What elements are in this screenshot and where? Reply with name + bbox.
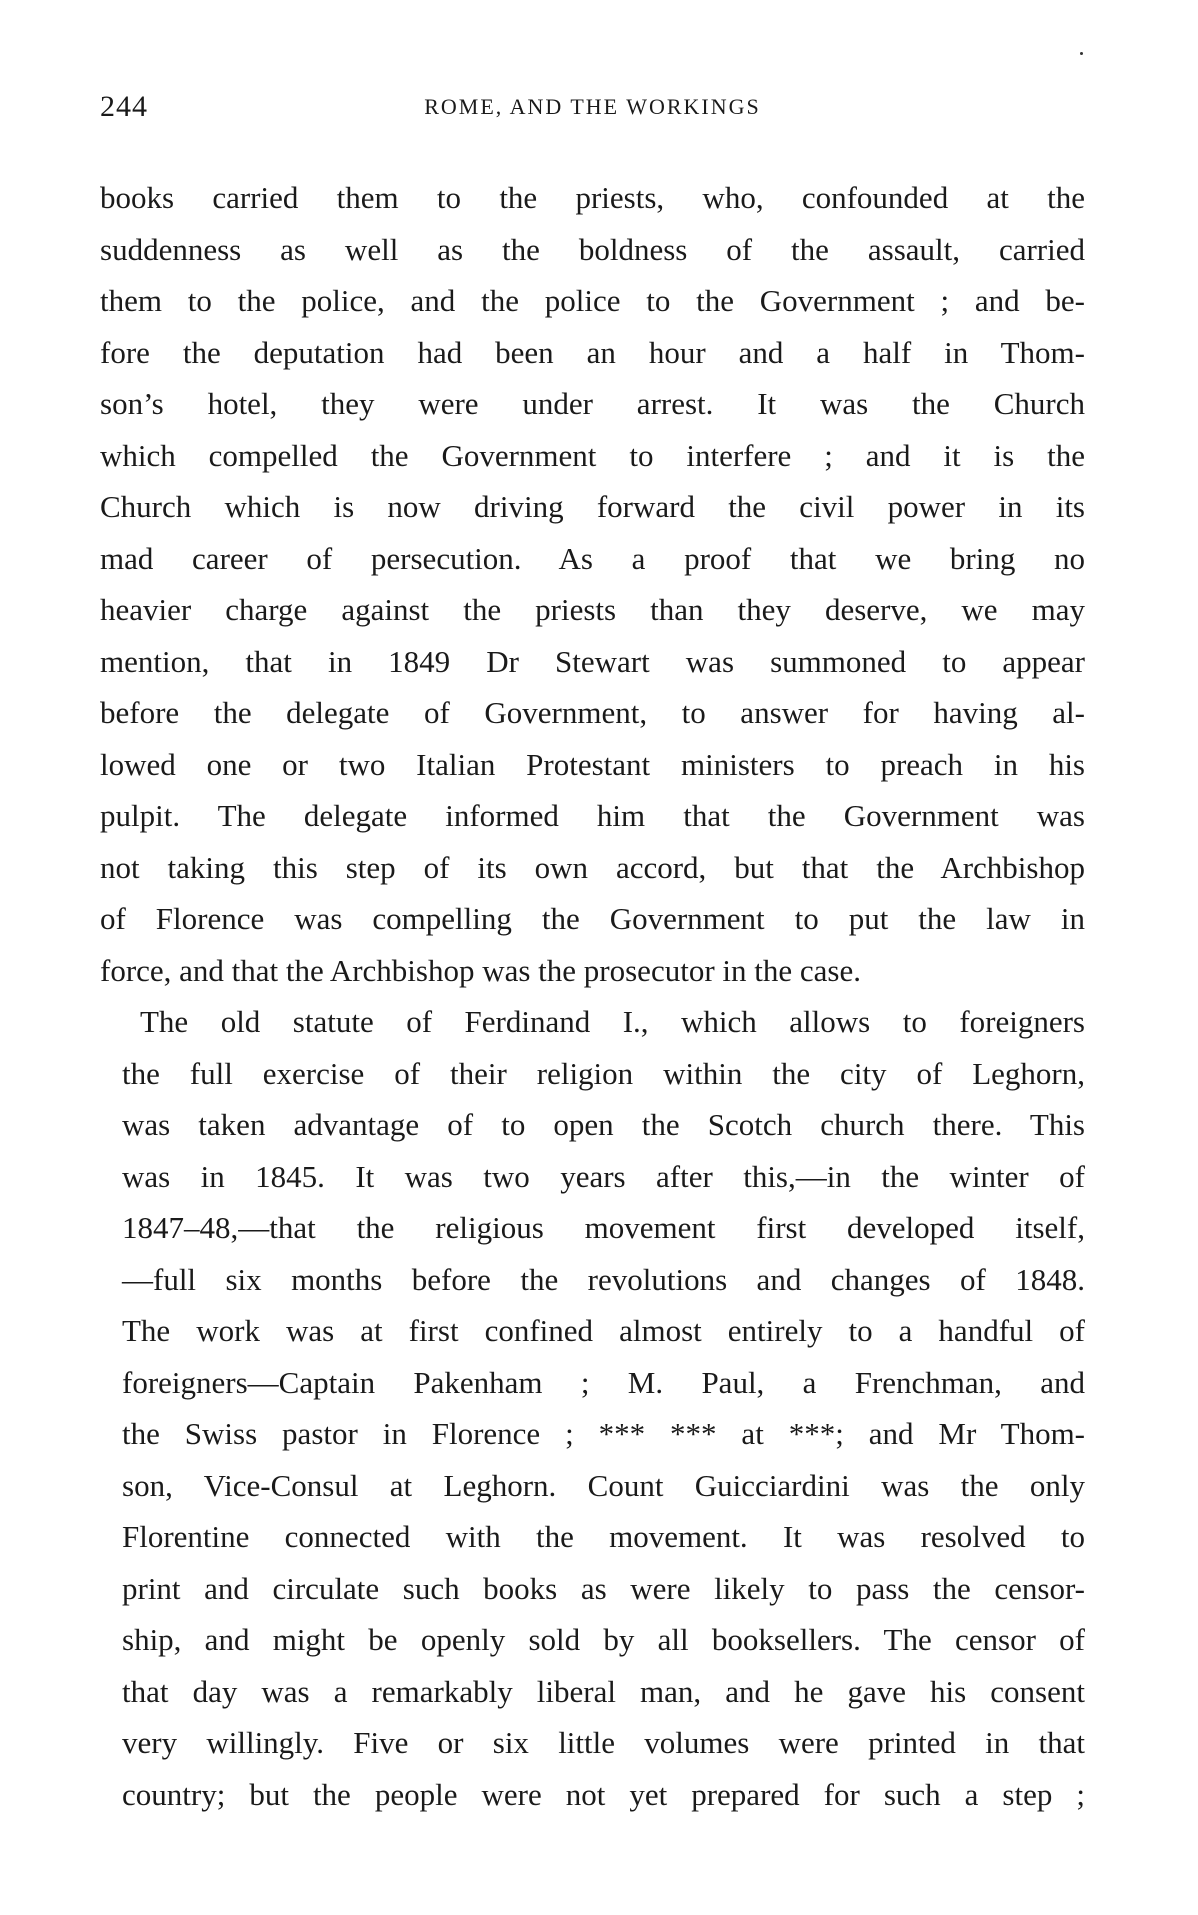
text-line: before the delegate of Government, to answer for having al- xyxy=(100,695,1085,730)
paragraph-start-line: The old statute of Ferdinand I., which allows to foreigners xyxy=(140,1004,1085,1039)
text-line: mad career of persecution. As a proof that we bring no xyxy=(100,540,1085,576)
text-line: lowed one or two Italian Protestant ministers to preach in his xyxy=(100,746,1085,782)
text-line: —full six months before the revolutions and changes of 1848. xyxy=(122,1261,1085,1297)
text-line: the full exercise of their religion within the city of Leghorn, xyxy=(122,1055,1085,1091)
text-line: that day was a remarkably liberal man, and he gave his consent xyxy=(122,1673,1085,1709)
text-line: suddenness as well as the boldness of the assault, carried xyxy=(100,231,1085,267)
text-line: very willingly. Five or six little volumes were printed in that xyxy=(122,1725,1085,1760)
print-speck xyxy=(1080,52,1083,55)
running-title: ROME, AND THE WORKINGS xyxy=(424,94,761,119)
text-line: of Florence was compelling the Government to put the law in xyxy=(100,901,1085,936)
text-line: The work was at first confined almost entirely to a handful of xyxy=(122,1313,1085,1348)
text-line: fore the deputation had been an hour and a half in Thom- xyxy=(100,334,1085,370)
text-line: Church which is now driving forward the civil power in its xyxy=(100,489,1085,524)
text-line: mention, that in 1849 Dr Stewart was summoned to appear xyxy=(100,643,1085,679)
page-number: 244 xyxy=(100,90,148,123)
text-line: foreigners—Captain Pakenham ; M. Paul, a Frenchman, and xyxy=(122,1364,1085,1400)
text-line: was in 1845. It was two years after this,—in the winter of xyxy=(122,1158,1085,1194)
text-line: Florentine connected with the movement. It was resolved to xyxy=(122,1519,1085,1554)
text-line: was taken advantage of to open the Scotch church there. This xyxy=(122,1107,1085,1142)
text-line: heavier charge against the priests than they deserve, we may xyxy=(100,592,1085,627)
text-line: which compelled the Government to interfere ; and it is the xyxy=(100,437,1085,473)
text-line: son’s hotel, they were under arrest. It was the Church xyxy=(100,386,1085,421)
text-line: print and circulate such books as were likely to pass the censor- xyxy=(122,1570,1085,1606)
text-line: 1847–48,—that the religious movement first developed itself, xyxy=(122,1210,1085,1245)
text-line: them to the police, and the police to the Government ; and be- xyxy=(100,283,1085,318)
body-text xyxy=(100,172,1085,1820)
text-line: son, Vice-Consul at Leghorn. Count Guicciardini was the only xyxy=(122,1467,1085,1503)
text-line: force, and that the Archbishop was the prosecutor in the case. xyxy=(100,952,861,988)
text-line: country; but the people were not yet prepared for such a step ; xyxy=(122,1776,1085,1812)
text-line: books carried them to the priests, who, confounded at the xyxy=(100,180,1085,215)
running-head xyxy=(100,90,1085,130)
text-line: pulpit. The delegate informed him that the Government was xyxy=(100,798,1085,833)
text-line: not taking this step of its own accord, but that the Archbishop xyxy=(100,849,1085,885)
text-line: ship, and might be openly sold by all booksellers. The censor of xyxy=(122,1622,1085,1657)
text-line: the Swiss pastor in Florence ; *** *** at ***; and Mr Thom- xyxy=(122,1416,1085,1451)
